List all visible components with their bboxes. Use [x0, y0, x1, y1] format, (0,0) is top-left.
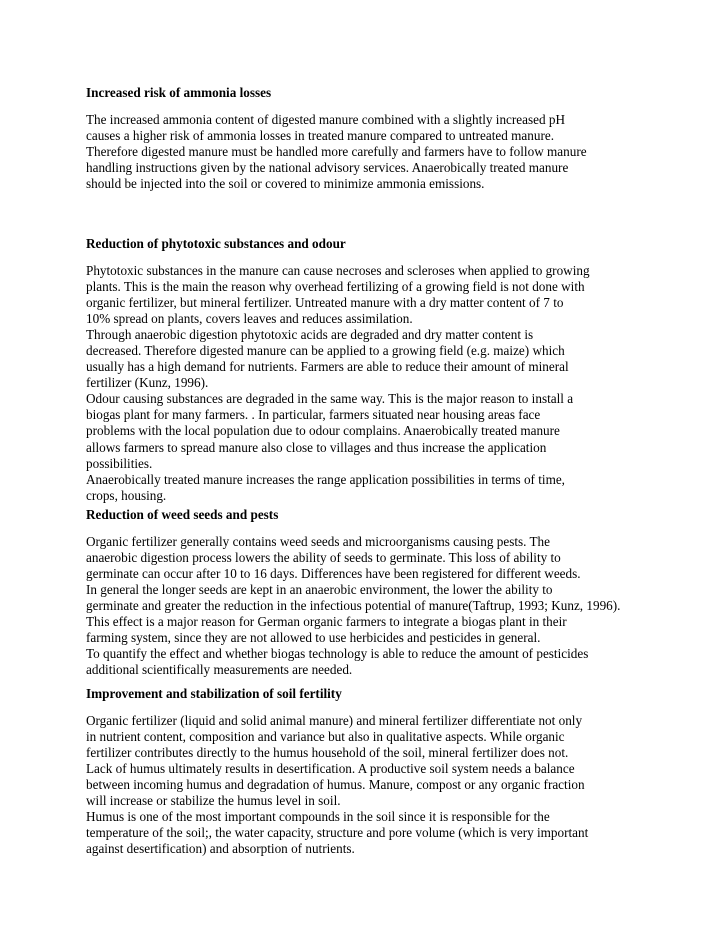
text-line: Phytotoxic substances in the manure can cause necroses and scleroses when applied to growing [86, 263, 590, 278]
paragraph [86, 534, 718, 678]
text-line: fertilizer contributes directly to the humus household of the soil, mineral fertilizer does not. [86, 745, 569, 761]
text-line: possibilities. [86, 455, 153, 471]
section-soil-fertility [86, 686, 718, 857]
section-heading: Increased risk of ammonia losses [86, 85, 272, 100]
text-line: crops, housing. [86, 487, 167, 503]
text-line: will increase or stabilize the humus level in soil. [86, 793, 341, 809]
text-line: biogas plant for many farmers. . In particular, farmers situated near housing areas face [86, 407, 541, 423]
text-line: The increased ammonia content of digested manure combined with a slightly increased pH [86, 112, 565, 127]
text-line: This effect is a major reason for German organic farmers to integrate a biogas plant in their [86, 614, 567, 630]
text-line: fertilizer (Kunz, 1996). [86, 375, 209, 391]
text-line: should be injected into the soil or covered to minimize ammonia emissions. [86, 176, 485, 192]
text-line: between incoming humus and degradation of humus. Manure, compost or any organic fraction [86, 777, 585, 793]
text-line: problems with the local population due to odour complains. Anaerobically treated manure [86, 423, 560, 439]
text-line: Through anaerobic digestion phytotoxic acids are degraded and dry matter content is [86, 327, 534, 343]
section-heading: Improvement and stabilization of soil fertility [86, 686, 342, 701]
text-line: 10% spread on plants, covers leaves and reduces assimilation. [86, 311, 413, 327]
text-line: decreased. Therefore digested manure can be applied to a growing field (e.g. maize) which [86, 343, 565, 359]
section-heading: Reduction of weed seeds and pests [86, 507, 279, 522]
section-ammonia-losses [86, 85, 718, 192]
text-line: temperature of the soil;, the water capacity, structure and pore volume (which is very important [86, 825, 589, 841]
text-line: Anaerobically treated manure increases the range application possibilities in terms of time, [86, 471, 565, 487]
text-line: in nutrient content, composition and variance but also in qualitative aspects. While organic [86, 729, 565, 745]
text-line: Lack of humus ultimately results in desertification. A productive soil system needs a balance [86, 761, 575, 777]
text-line: Organic fertilizer generally contains weed seeds and microorganisms causing pests. The [86, 534, 550, 549]
text-line: against desertification) and absorption of nutrients. [86, 841, 355, 857]
paragraph [86, 713, 718, 857]
text-line: farming system, since they are not allowed to use herbicides and pesticides in general. [86, 630, 541, 646]
text-line: organic fertilizer, but mineral fertilizer. Untreated manure with a dry matter content of 7 to [86, 295, 564, 311]
text-line: germinate can occur after 10 to 16 days. Differences have been registered for different weeds. [86, 566, 581, 582]
text-line: Odour causing substances are degraded in the same way. This is the major reason to install a [86, 391, 574, 407]
text-line: anaerobic digestion process lowers the ability of seeds to germinate. This loss of ability to [86, 550, 561, 566]
text-line: Humus is one of the most important compounds in the soil since it is responsible for the [86, 809, 550, 825]
text-line: Organic fertilizer (liquid and solid animal manure) and mineral fertilizer differentiate not only [86, 713, 583, 728]
text-line: germinate and greater the reduction in the infectious potential of manure(Taftrup, 1993; Kunz, 1996). [86, 598, 621, 614]
text-line: In general the longer seeds are kept in an anaerobic environment, the lower the ability to [86, 582, 553, 598]
text-line: To quantify the effect and whether biogas technology is able to reduce the amount of pesticides [86, 646, 589, 662]
section-weed-seeds-pests [86, 507, 718, 678]
text-line: causes a higher risk of ammonia losses in treated manure compared to untreated manure. [86, 128, 554, 144]
text-line: allows farmers to spread manure also close to villages and thus increase the application [86, 439, 547, 455]
text-line: additional scientifically measurements are needed. [86, 662, 353, 678]
text-line: usually has a high demand for nutrients. Farmers are able to reduce their amount of mineral [86, 359, 569, 375]
section-phytotoxic-odour [86, 236, 718, 504]
text-line: Therefore digested manure must be handled more carefully and farmers have to follow manure [86, 144, 587, 160]
text-line: handling instructions given by the national advisory services. Anaerobically treated manure [86, 160, 569, 176]
paragraph [86, 112, 718, 192]
paragraph [86, 263, 718, 504]
section-heading: Reduction of phytotoxic substances and odour [86, 236, 346, 251]
text-line: plants. This is the main the reason why overhead fertilizing of a growing field is not done with [86, 279, 585, 295]
